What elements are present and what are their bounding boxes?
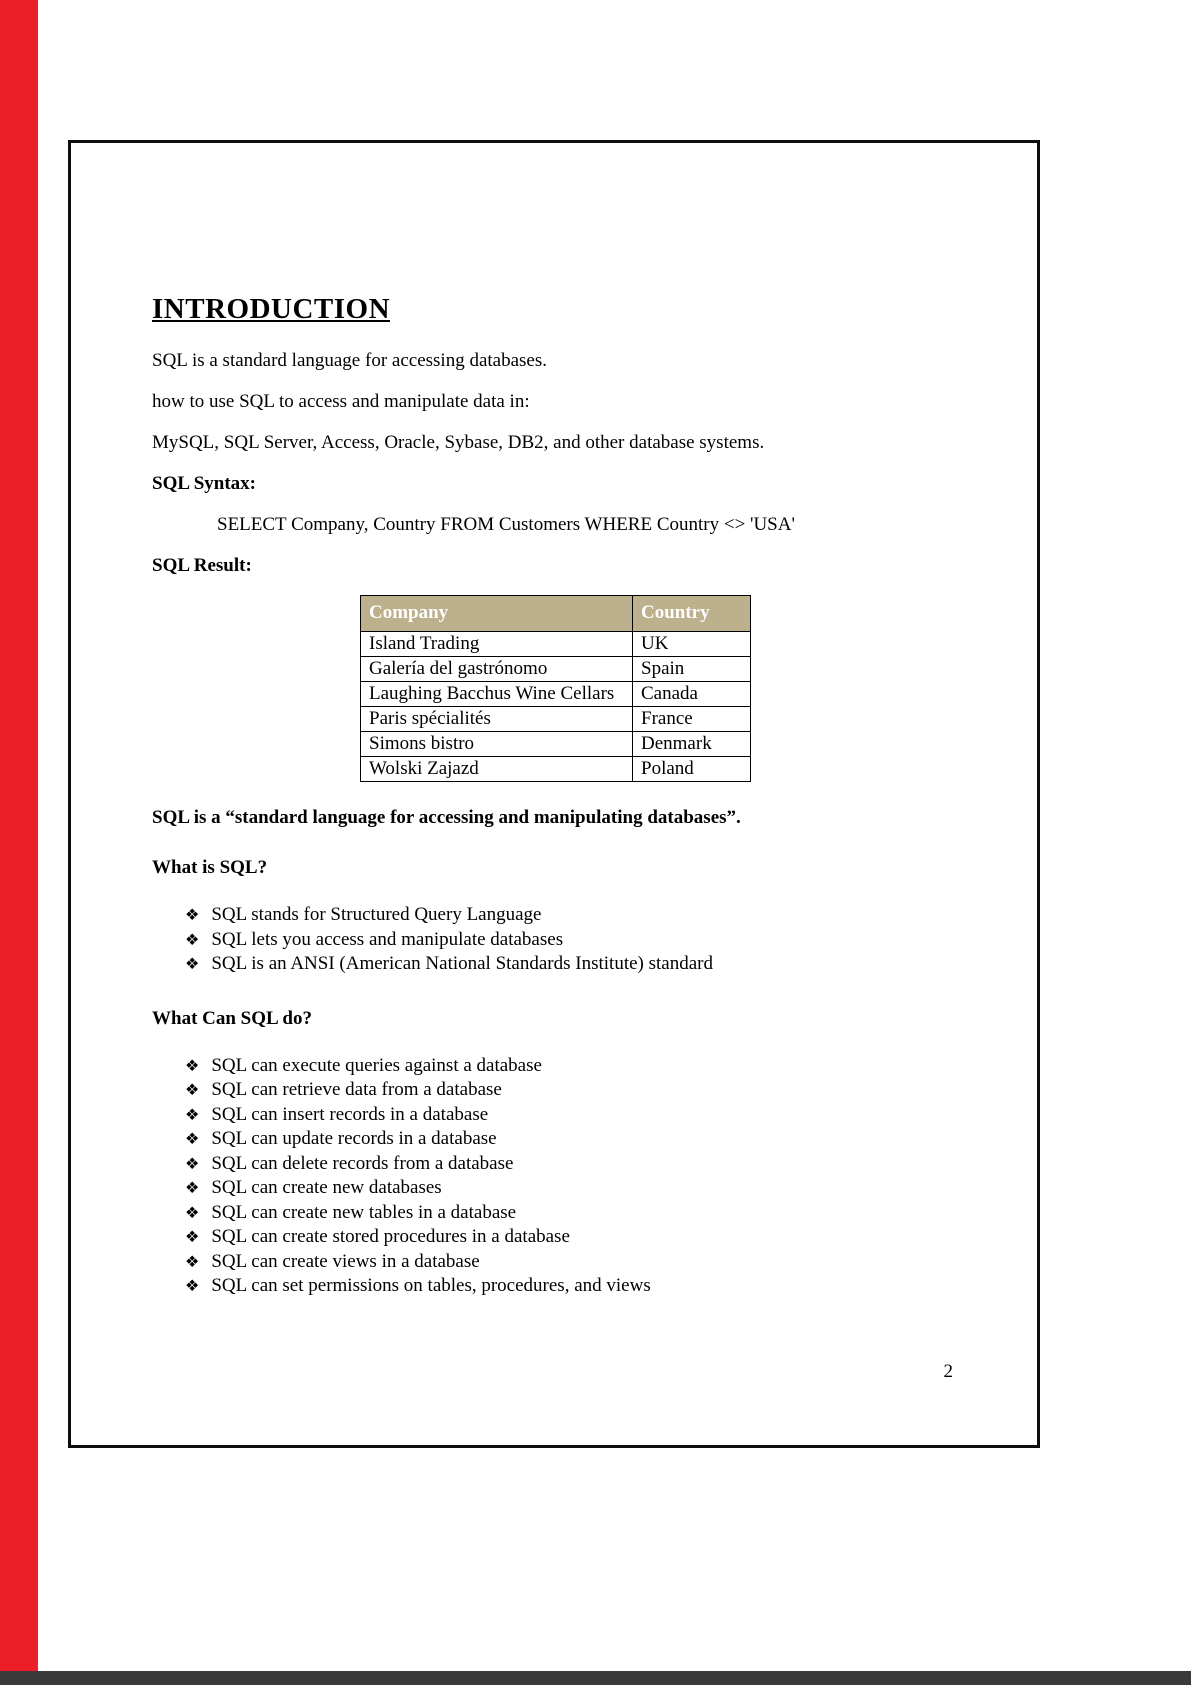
table-row	[361, 682, 751, 707]
diamond-bullet-icon: ❖	[185, 1253, 200, 1271]
table-row	[361, 632, 751, 657]
list-item	[185, 1054, 947, 1079]
sql-syntax-code: SELECT Company, Country FROM Customers WHERE Country <> 'USA'	[217, 514, 795, 535]
list-item	[185, 1103, 947, 1128]
cell-company: Paris spécialités	[361, 707, 633, 732]
cell-country: Poland	[633, 757, 751, 782]
diamond-bullet-icon: ❖	[185, 1082, 200, 1099]
list-item	[185, 1127, 947, 1152]
cell-company: Wolski Zajazd	[361, 757, 633, 782]
page-title: INTRODUCTION	[152, 293, 391, 325]
list-item-text: SQL stands for Structured Query Language	[211, 904, 542, 925]
table-row	[361, 707, 751, 732]
cell-country: UK	[633, 632, 751, 657]
list-item	[185, 1152, 947, 1177]
list-item-text: SQL can update records in a database	[211, 1128, 497, 1149]
diamond-bullet-icon: ❖	[185, 1204, 200, 1222]
list-item	[185, 1078, 947, 1103]
list-item	[185, 1225, 947, 1250]
list-item-text: SQL can delete records from a database	[211, 1152, 514, 1174]
diamond-bullet-icon: ❖	[185, 1131, 200, 1148]
sql-result-label: SQL Result:	[152, 555, 252, 576]
list-item-text: SQL lets you access and manipulate databases	[211, 928, 564, 950]
table-header-company: Company	[361, 596, 633, 632]
list-item-text: SQL can create views in a database	[211, 1250, 480, 1272]
diamond-bullet-icon: ❖	[185, 1180, 200, 1197]
list-item	[185, 1201, 947, 1226]
sql-statement: SQL is a “standard language for accessing and manipulating databases”.	[152, 807, 741, 828]
list-item	[185, 1274, 947, 1299]
diamond-bullet-icon: ❖	[185, 907, 200, 924]
list-item-text: SQL can create stored procedures in a database	[211, 1226, 570, 1247]
page-border	[68, 140, 1040, 1448]
cell-country: Denmark	[633, 732, 751, 757]
sql-result-table	[360, 595, 751, 782]
list-item-text: SQL is an ANSI (American National Standards Institute) standard	[211, 953, 713, 974]
cell-company: Simons bistro	[361, 732, 633, 757]
diamond-bullet-icon: ❖	[185, 956, 200, 973]
sql-syntax-label: SQL Syntax:	[152, 473, 257, 494]
list-item-text: SQL can insert records in a database	[211, 1103, 489, 1125]
table-header-country: Country	[633, 596, 751, 632]
paragraph-how-to-use: how to use SQL to access and manipulate data in:	[152, 391, 530, 412]
list-item-text: SQL can retrieve data from a database	[211, 1079, 502, 1100]
table-header-row	[361, 596, 751, 632]
list-item	[185, 1176, 947, 1201]
what-can-sql-do-heading: What Can SQL do?	[152, 1007, 312, 1029]
list-item	[185, 1250, 947, 1275]
cell-company: Island Trading	[361, 632, 633, 657]
table-row	[361, 657, 751, 682]
list-item-text: SQL can set permissions on tables, procedures, and views	[211, 1275, 651, 1296]
page-content	[71, 143, 1037, 1299]
cell-country: France	[633, 707, 751, 732]
list-item-text: SQL can execute queries against a database	[211, 1054, 542, 1076]
cell-company: Galería del gastrónomo	[361, 657, 633, 682]
diamond-bullet-icon: ❖	[185, 1278, 200, 1295]
cell-company: Laughing Bacchus Wine Cellars	[361, 682, 633, 707]
cell-country: Spain	[633, 657, 751, 682]
table-row	[361, 732, 751, 757]
what-is-sql-list	[152, 903, 947, 977]
diamond-bullet-icon: ❖	[185, 1155, 200, 1173]
red-edge-strip	[0, 0, 38, 1685]
table-row	[361, 757, 751, 782]
diamond-bullet-icon: ❖	[185, 1229, 200, 1246]
paragraph-sql-standard: SQL is a standard language for accessing databases.	[152, 350, 547, 371]
page-number: 2	[943, 1361, 953, 1382]
list-item	[185, 928, 947, 953]
cell-country: Canada	[633, 682, 751, 707]
diamond-bullet-icon: ❖	[185, 1057, 200, 1075]
list-item	[185, 952, 947, 977]
list-item-text: SQL can create new databases	[211, 1177, 442, 1198]
diamond-bullet-icon: ❖	[185, 1106, 200, 1124]
diamond-bullet-icon: ❖	[185, 931, 200, 949]
list-item-text: SQL can create new tables in a database	[211, 1201, 517, 1223]
what-can-sql-do-list	[152, 1054, 947, 1299]
what-is-sql-heading: What is SQL?	[152, 857, 268, 878]
bottom-edge-bar	[0, 1671, 1191, 1685]
paragraph-database-systems: MySQL, SQL Server, Access, Oracle, Sybase, DB2, and other database systems.	[152, 432, 765, 453]
list-item	[185, 903, 947, 928]
